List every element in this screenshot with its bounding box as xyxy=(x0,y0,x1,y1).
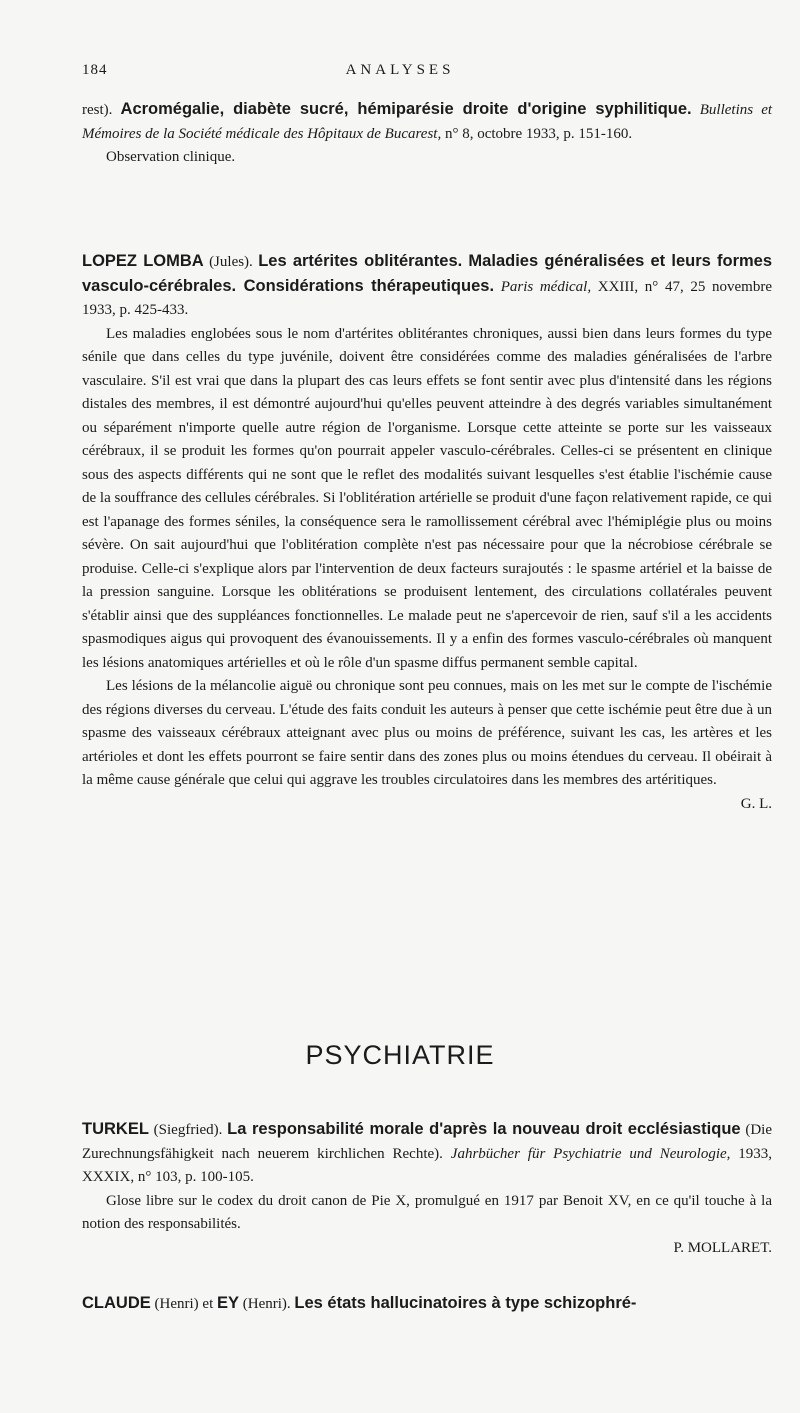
running-title: ANALYSES xyxy=(345,62,455,78)
article-title: Les états hallucinatoires à type schizophré- xyxy=(294,1294,637,1312)
entry-citation xyxy=(82,1118,772,1190)
article-title: La responsabilité morale d'après la nouveau droit ecclésiastique xyxy=(227,1120,741,1138)
entry-claude-ey xyxy=(82,1292,772,1317)
author-name: LOPEZ LOMBA xyxy=(82,252,204,270)
entry-lopez-lomba xyxy=(82,250,772,816)
author-conjunction: et xyxy=(202,1296,214,1312)
author-name: EY xyxy=(216,1294,239,1312)
section-heading: PSYCHIATRIE xyxy=(305,1040,495,1070)
citation-details: n° 8, octobre 1933, p. 151-160. xyxy=(444,125,633,142)
abstract-paragraph: Les maladies englobées sous le nom d'artérites oblitérantes chroniques, aussi bien dans leurs formes du type sénile que dans celles du type juvénile, doivent être considérées comme des maladies généralisées de l'arbre vasculaire. S'il est vrai que dans la plupart des cas leurs effets se font sentir avec plus d'intensité dans les régions distales des membres, il est démontré aujourd'hui qu'elles peuvent atteindre à des degrés variables simultanément ou séparément n'importe quelle autre région de l'organisme. Lorsque cette atteinte se porte sur les vaisseaux cérébraux, il se produit les formes qu'on pourrait appeler vasculo-cérébrales. Celles-ci se présentent en clinique sous des aspects différents qui ne sont que le reflet des modalités suivant lesquelles s'est établie l'ischémie cause de la souffrance des cellules cérébrales. Si l'oblitération artérielle se produit d'une façon relativement rapide, ce qui est l'apanage des formes séniles, la conséquence sera le ramollissement cérébral avec l'hémiplégie plus ou moins sévère. On sait aujourd'hui que l'oblitération complète n'est pas nécessaire pour que la nécrobiose cérébrale se produise. Celle-ci s'explique alors par l'intervention de deux facteurs surajoutés : le spasme artériel et la baisse de la pression sanguine. Lorsque les oblitérations se produisent lentement, des circulations collatérales peuvent s'établir ainsi que des suppléances fonctionnelles. Le malade peut ne s'apercevoir de rien, sauf s'il a les accidents spasmodiques aigus qui provoquent des évanouissements. Il y a enfin des formes vasculo-cérébrales où manquent les lésions anatomiques artérielles et où le rôle d'un spasme diffus permanent semble capital. xyxy=(82,325,772,671)
article-title: Les artérites oblitérantes. Maladies généralisées et leurs formes vasculo-cérébrales. Considérations thérapeutiques. xyxy=(82,252,773,295)
entry-citation xyxy=(82,250,772,323)
reviewer-signature: G. L. xyxy=(740,795,772,812)
author-name: CLAUDE xyxy=(82,1294,151,1312)
entry-citation xyxy=(82,1292,772,1317)
author-tail: rest). xyxy=(82,102,113,118)
journal-name: Bulletins et Mémoires de la Société médicale des Hôpitaux de Bucarest, xyxy=(82,102,773,142)
journal-name: Paris médical, xyxy=(500,278,592,295)
article-title: Acromégalie, diabète sucré, hémiparésie droite d'origine syphilitique. xyxy=(120,100,692,118)
abstract-paragraph: Glose libre sur le codex du droit canon de Pie X, promulgué en 1917 par Benoit XV, en ce qu'il touche à la notion des responsabilités. xyxy=(82,1192,772,1232)
citation-details: XXIII, n° 47, 25 novembre 1933, p. 425-433. xyxy=(82,278,772,318)
author-first-name: (Jules). xyxy=(209,254,253,270)
entry-acromegalie xyxy=(82,98,772,170)
entry-citation xyxy=(82,98,772,146)
author-first-name: (Siegfried). xyxy=(153,1122,223,1138)
author-first-name: (Henri). xyxy=(242,1296,291,1312)
author-first-name: (Henri) xyxy=(154,1296,199,1312)
citation-details: 1933, XXXIX, n° 103, p. 100-105. xyxy=(82,1145,773,1185)
page-number: 184 xyxy=(82,62,108,78)
author-name: TURKEL xyxy=(82,1120,149,1138)
reviewer-signature: P. MOLLARET. xyxy=(673,1239,772,1256)
running-header xyxy=(82,62,718,86)
entry-note: Observation clinique. xyxy=(106,149,236,165)
article-subtitle: (Die Zurechnungsfähigkeit nach neuerem kirchlichen Rechte). xyxy=(82,1122,772,1162)
journal-name: Jahrbücher für Psychiatrie und Neurologie, xyxy=(450,1145,731,1162)
abstract-paragraph: Les lésions de la mélancolie aiguë ou chronique sont peu connues, mais on les met sur le compte de l'ischémie des régions diverses du cerveau. L'étude des faits conduit les auteurs à penser que cette ischémie peut être due à un spasme des vaisseaux cérébraux atteignant avec plus ou moins de préférence, suivant les cas, les artères et les artérioles et dont les effets pourront se faire sentir dans des zones plus ou moins étendues du cerveau. Il obéirait à la même cause générale que celui qui aggrave les troubles circulatoires dans les membres des artéritiques. xyxy=(82,678,772,788)
entry-turkel xyxy=(82,1118,772,1260)
